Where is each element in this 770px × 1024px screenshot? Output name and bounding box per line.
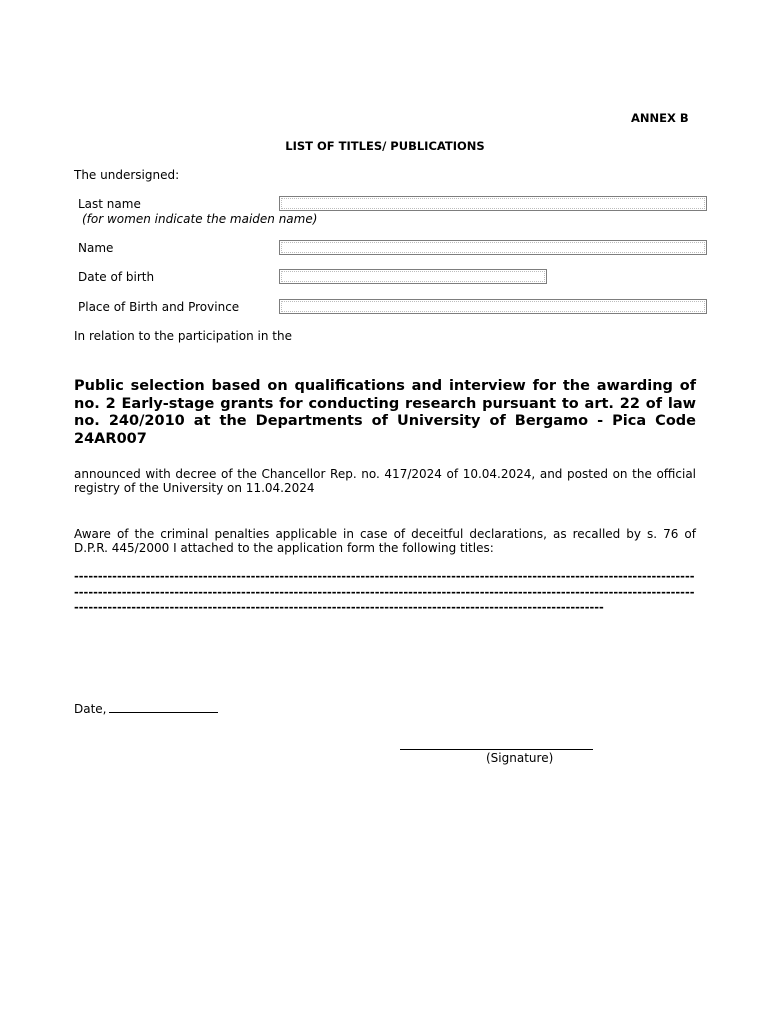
relation-text: In relation to the participation in the	[74, 329, 292, 343]
declaration-text: Aware of the criminal penalties applicable in case of deceitful declarations, as recalled by s. 76 of D.P.R. 445/2000 I attached to the application form the following titles:	[74, 527, 696, 555]
decree-text: announced with decree of the Chancellor Rep. no. 417/2024 of 10.04.2024, and posted on the official registry of the University on 11.04.2024	[74, 467, 696, 495]
date-of-birth-field[interactable]	[279, 269, 547, 284]
date-of-birth-label: Date of birth	[78, 270, 155, 284]
name-field[interactable]	[279, 240, 707, 255]
last-name-label: Last name	[78, 197, 141, 211]
date-label: Date,	[74, 702, 107, 716]
name-label: Name	[78, 241, 114, 255]
undersigned-label: The undersigned:	[74, 168, 180, 182]
selection-title: Public selection based on qualifications and interview for the awarding of no. 2 Early-stage grants for conducting research pursuant to art. 22 of law no. 240/2010 at the Departments of University of Bergamo - Pica Code 24AR007	[74, 378, 696, 447]
maiden-name-note: (for women indicate the maiden name)	[82, 212, 318, 226]
annex-label: ANNEX B	[631, 111, 689, 125]
signature-line[interactable]	[400, 749, 593, 750]
document-title: LIST OF TITLES/ PUBLICATIONS	[285, 139, 485, 153]
place-of-birth-label: Place of Birth and Province	[78, 300, 240, 314]
date-row	[74, 702, 218, 716]
place-of-birth-field[interactable]	[279, 299, 707, 314]
signature-label: (Signature)	[486, 751, 554, 765]
last-name-field[interactable]	[279, 196, 707, 211]
date-line[interactable]	[109, 702, 218, 713]
titles-fill-lines: -----------------------------------------------------------------------------------------------------------------------------------------------------------------------------------------------------------------------------------------------------------------------------------------------------------------------------------------------------------------------------------	[74, 569, 695, 614]
